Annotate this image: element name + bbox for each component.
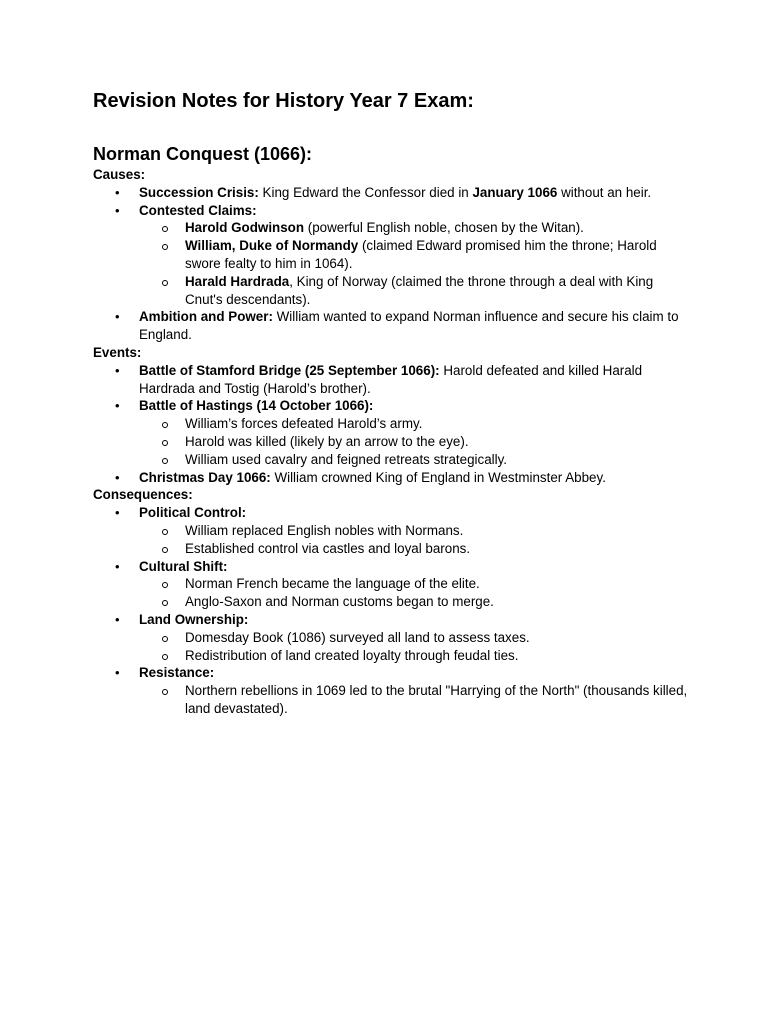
christmas-text: William crowned King of England in Westminster Abbey. xyxy=(270,469,606,485)
document-title: Revision Notes for History Year 7 Exam: xyxy=(93,90,474,112)
list-item-succession-crisis xyxy=(93,184,693,202)
list-item: Northern rebellions in 1069 led to the brutal "Harrying of the North" (thousands killed, land devastated). xyxy=(139,682,693,718)
hardrada-text: , King of Norway (claimed the throne through a deal with King Cnut's descendants). xyxy=(185,273,654,307)
list-item-land-ownership xyxy=(93,611,693,664)
list-item: William’s forces defeated Harold’s army. xyxy=(139,415,693,433)
ambition-text: William wanted to expand Norman influence and secure his claim to England. xyxy=(139,309,679,343)
events-list xyxy=(93,362,693,487)
list-item-hastings xyxy=(93,397,693,468)
list-item-stamford-bridge xyxy=(93,362,693,398)
list-item-contested-claims xyxy=(93,202,693,309)
list-item: Redistribution of land created loyalty through feudal ties. xyxy=(139,647,693,665)
list-item: Anglo-Saxon and Norman customs began to merge. xyxy=(139,593,693,611)
list-item: Established control via castles and loyal barons. xyxy=(139,540,693,558)
christmas-heading: Christmas Day 1066: xyxy=(139,469,271,485)
list-item: William replaced English nobles with Normans. xyxy=(139,522,693,540)
list-item: William used cavalry and feigned retreats strategically. xyxy=(139,451,693,469)
land-list xyxy=(139,629,693,665)
events-label: Events: xyxy=(93,344,142,360)
list-item-christmas-day xyxy=(93,469,693,487)
harold-heading: Harold Godwinson xyxy=(185,220,305,236)
succession-text-1: King Edward the Confessor died in xyxy=(258,184,473,200)
consequences-label: Consequences: xyxy=(93,487,193,503)
list-item-political-control xyxy=(93,504,693,557)
william-heading: William, Duke of Normandy xyxy=(185,238,359,254)
hastings-heading: Battle of Hastings (14 October 1066): xyxy=(139,398,374,414)
land-heading: Land Ownership: xyxy=(139,611,249,627)
stamford-heading: Battle of Stamford Bridge (25 September 1066): xyxy=(139,362,440,378)
succession-text-2: without an heir. xyxy=(557,184,652,200)
hardrada-heading: Harald Hardrada xyxy=(185,273,290,289)
list-item: Harold was killed (likely by an arrow to the eye). xyxy=(139,433,693,451)
list-item-william xyxy=(139,237,693,273)
political-heading: Political Control: xyxy=(139,505,247,521)
list-item-ambition xyxy=(93,308,693,344)
contested-claims-list xyxy=(139,219,693,308)
list-item-resistance xyxy=(93,664,693,717)
succession-heading: Succession Crisis: xyxy=(139,184,259,200)
list-item-harold xyxy=(139,219,693,237)
hastings-list xyxy=(139,415,693,468)
causes-label: Causes: xyxy=(93,167,146,182)
resistance-heading: Resistance: xyxy=(139,665,215,681)
list-item-hardrada xyxy=(139,273,693,309)
cultural-list xyxy=(139,575,693,611)
consequences-list xyxy=(93,504,693,718)
list-item: Norman French became the language of the elite. xyxy=(139,575,693,593)
cultural-heading: Cultural Shift: xyxy=(139,558,228,574)
document-content xyxy=(93,88,693,718)
political-list xyxy=(139,522,693,558)
ambition-heading: Ambition and Power: xyxy=(139,309,273,325)
william-text: (claimed Edward promised him the throne; Harold swore fealty to him in 1064). xyxy=(185,238,657,271)
harold-text: (powerful English noble, chosen by the Witan). xyxy=(304,220,584,236)
resistance-list xyxy=(139,682,693,718)
stamford-text: Harold defeated and killed Harald Hardrada and Tostig (Harold’s brother). xyxy=(139,362,643,396)
list-item: Domesday Book (1086) surveyed all land to assess taxes. xyxy=(139,629,693,647)
contested-heading: Contested Claims: xyxy=(139,202,257,218)
succession-date: January 1066 xyxy=(472,184,558,200)
causes-list xyxy=(93,184,693,344)
list-item-cultural-shift xyxy=(93,558,693,611)
section-title: Norman Conquest (1066): xyxy=(93,144,313,164)
